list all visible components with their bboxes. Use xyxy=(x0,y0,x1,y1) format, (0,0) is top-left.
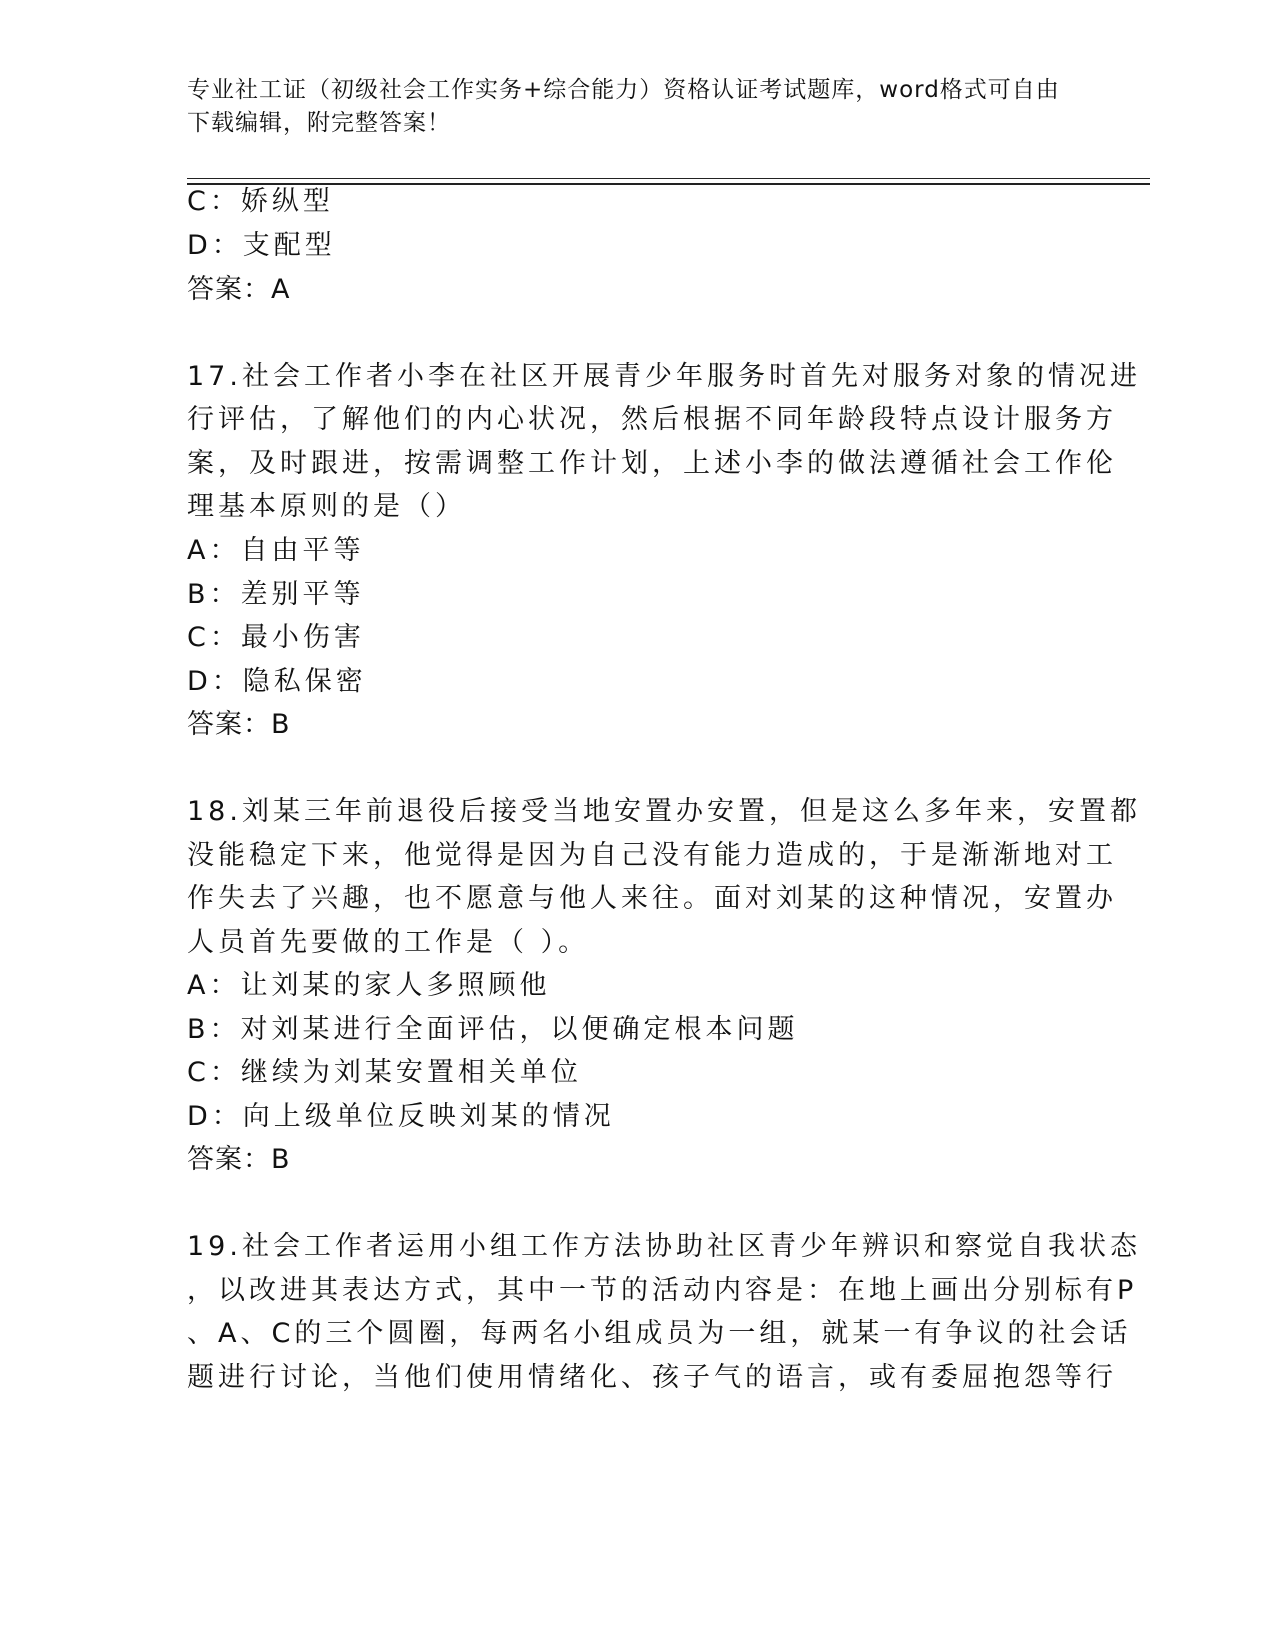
q18-answer: 答案：B xyxy=(187,1144,291,1175)
header-divider-thin xyxy=(187,178,1150,179)
q17-option-a: A：自由平等 xyxy=(187,535,365,566)
q18-stem-line-3: 作失去了兴趣，也不愿意与他人来往。面对刘某的这种情况，安置办 xyxy=(187,883,1117,914)
prev-option-d: D：支配型 xyxy=(187,230,336,261)
q17-answer: 答案：B xyxy=(187,709,291,740)
q19-stem-line-3: 、A、C的三个圆圈，每两名小组成员为一组，就某一有争议的社会话 xyxy=(187,1318,1132,1349)
prev-option-c: C：娇纵型 xyxy=(187,186,334,217)
q18-stem-line-1: 18.刘某三年前退役后接受当地安置办安置，但是这么多年来，安置都 xyxy=(187,796,1141,827)
q18-option-d: D：向上级单位反映刘某的情况 xyxy=(187,1101,615,1132)
q18-option-b: B：对刘某进行全面评估，以便确定根本问题 xyxy=(187,1014,799,1045)
q19-stem-line-2: ，以改进其表达方式，其中一节的活动内容是：在地上画出分别标有P xyxy=(187,1275,1138,1306)
q17-stem-line-3: 案，及时跟进，按需调整工作计划，上述小李的做法遵循社会工作伦 xyxy=(187,448,1117,479)
prev-answer: 答案：A xyxy=(187,274,291,305)
q17-stem-line-4: 理基本原则的是（） xyxy=(187,491,466,522)
q17-option-b: B：差别平等 xyxy=(187,579,365,610)
q17-option-d: D：隐私保密 xyxy=(187,666,367,697)
header-line-2: 下载编辑，附完整答案！ xyxy=(187,110,451,136)
q18-option-c: C：继续为刘某安置相关单位 xyxy=(187,1057,582,1088)
q18-stem-line-4: 人员首先要做的工作是（ ）。 xyxy=(187,927,590,958)
q18-stem-line-2: 没能稳定下来，他觉得是因为自己没有能力造成的，于是渐渐地对工 xyxy=(187,840,1117,871)
q17-stem-line-2: 行评估，了解他们的内心状况，然后根据不同年龄段特点设计服务方 xyxy=(187,404,1117,435)
header-line-1: 专业社工证（初级社会工作实务+综合能力）资格认证考试题库，word格式可自由 xyxy=(187,77,1060,103)
page-header xyxy=(187,74,1087,140)
q19-stem-line-4: 题进行讨论，当他们使用情绪化、孩子气的语言，或有委屈抱怨等行 xyxy=(187,1362,1117,1393)
q18-option-a: A：让刘某的家人多照顾他 xyxy=(187,970,551,1001)
q19-stem-line-1: 19.社会工作者运用小组工作方法协助社区青少年辨识和察觉自我状态 xyxy=(187,1231,1141,1262)
q17-option-c: C：最小伤害 xyxy=(187,622,365,653)
q17-stem-line-1: 17.社会工作者小李在社区开展青少年服务时首先对服务对象的情况进 xyxy=(187,361,1141,392)
